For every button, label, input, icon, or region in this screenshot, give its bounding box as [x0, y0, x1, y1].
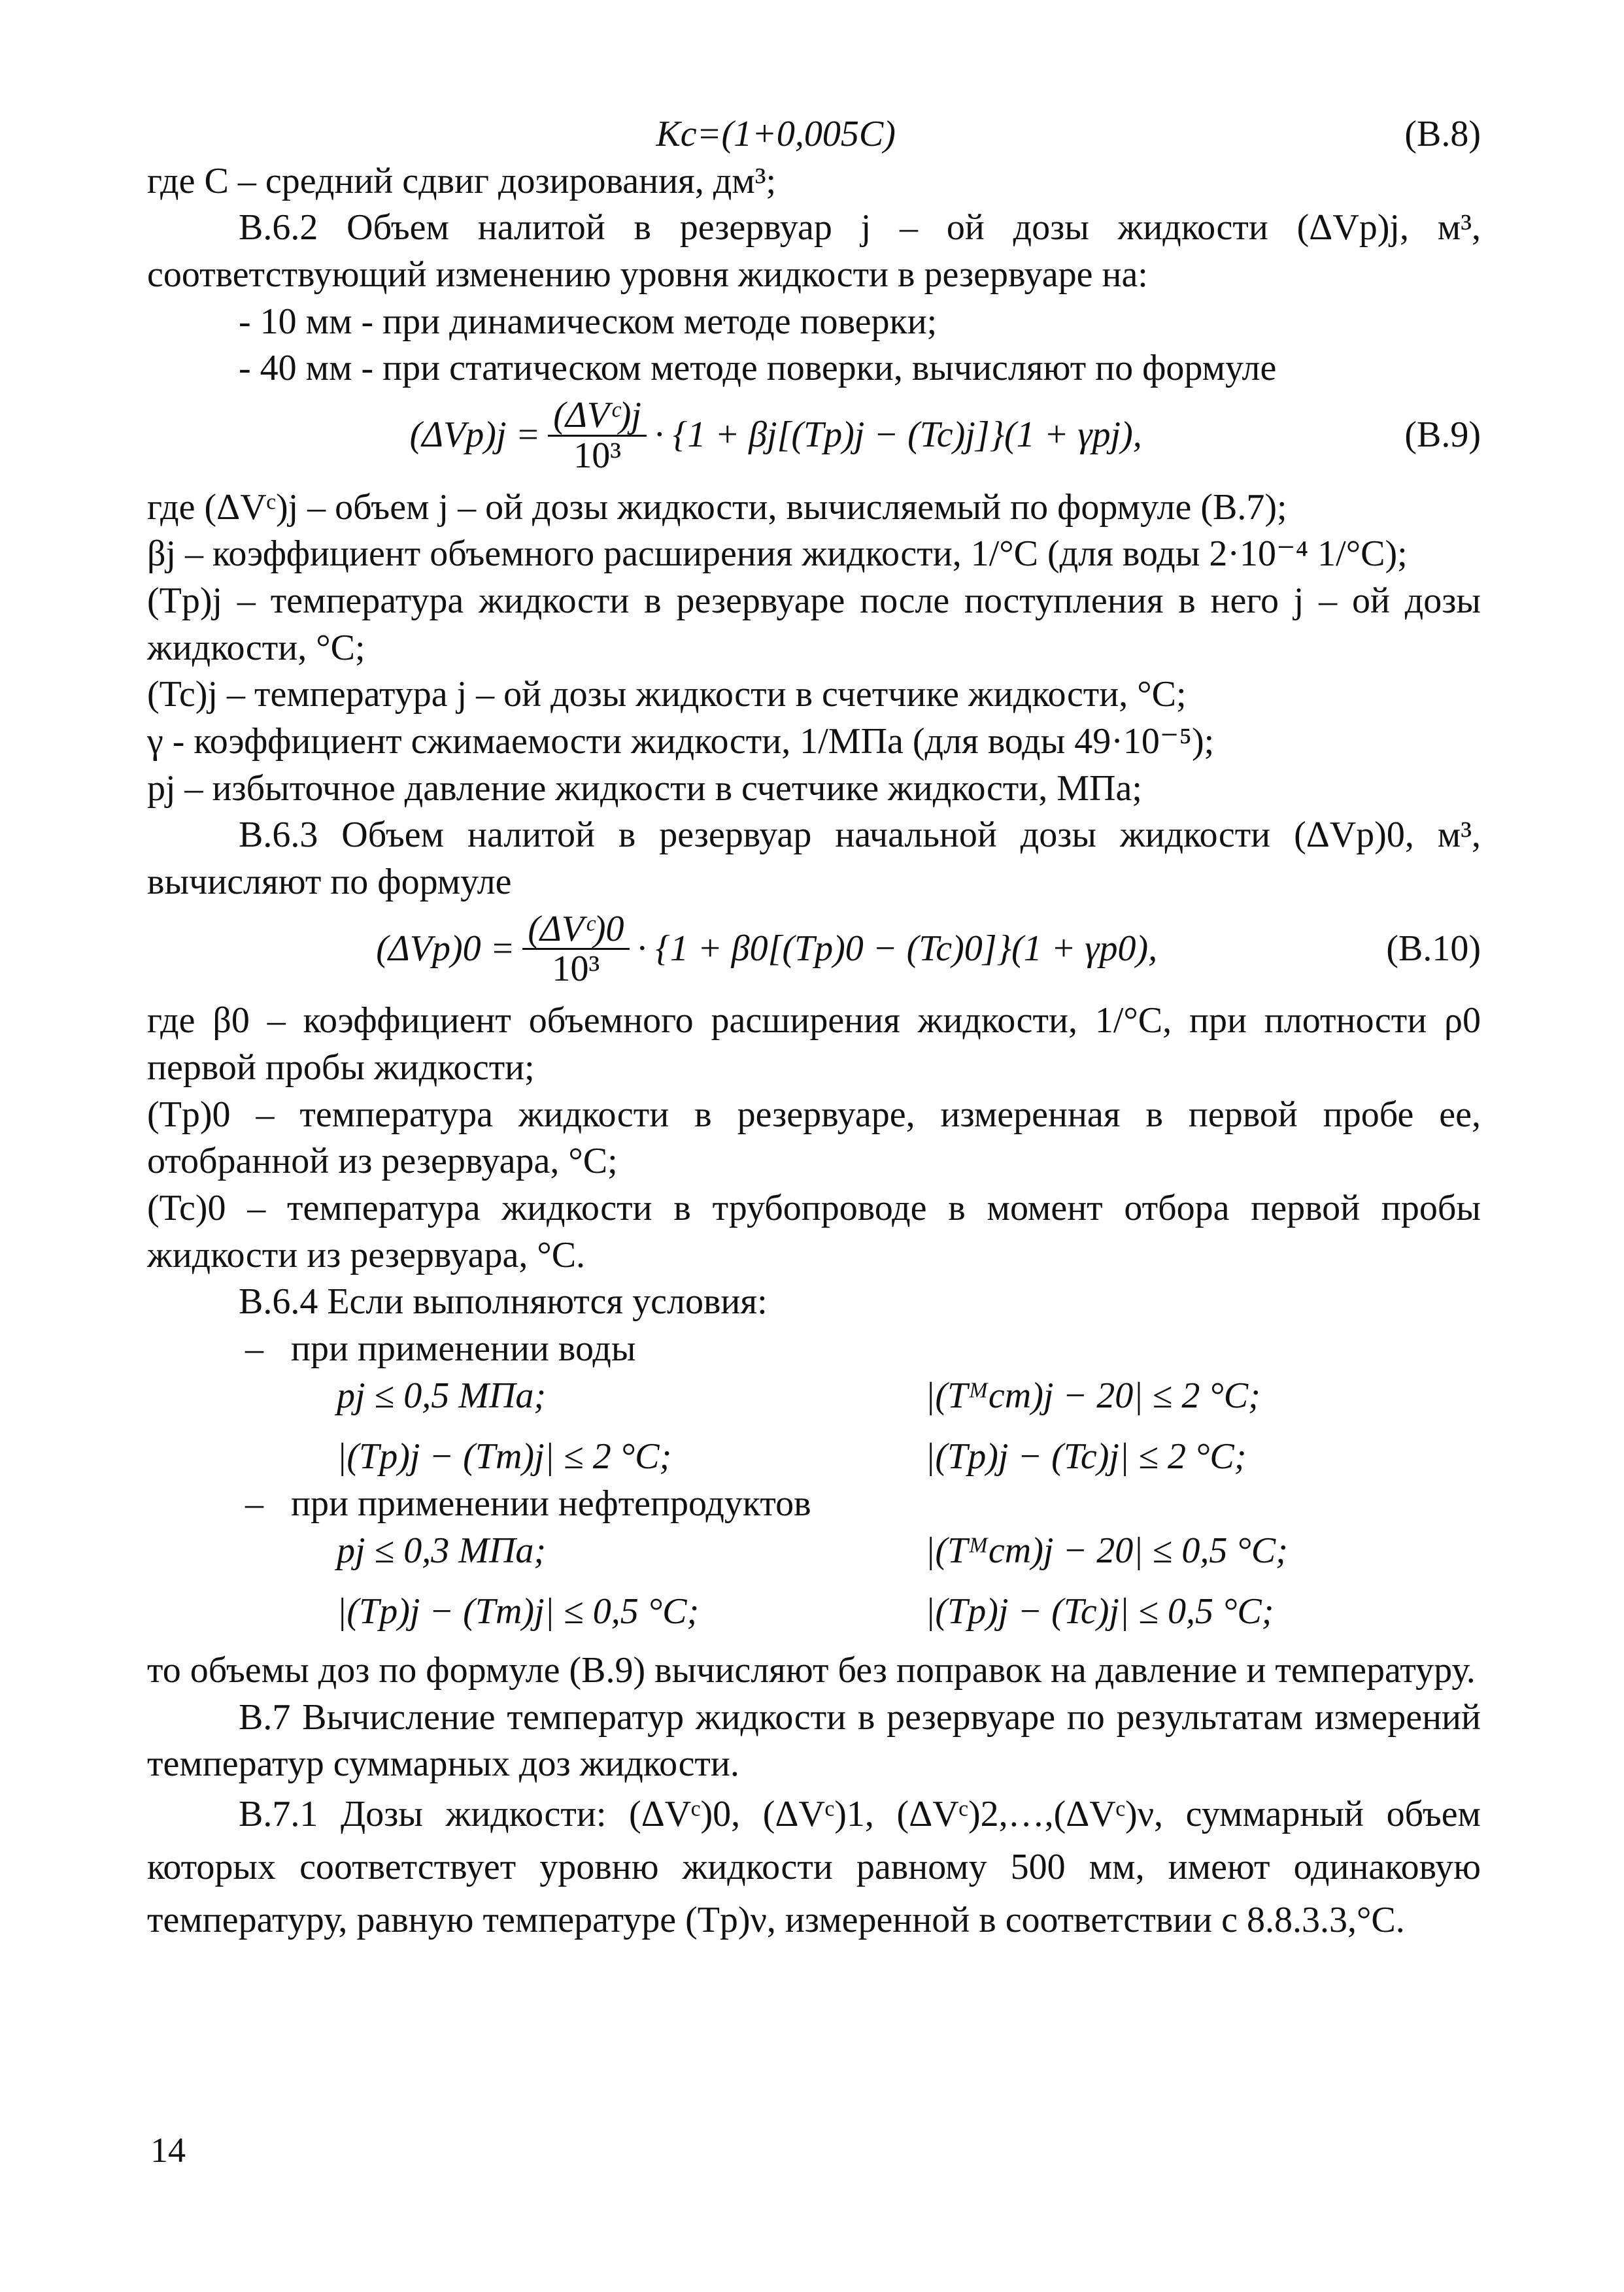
equation-b8-formula: Kc=(1+0,005C) — [656, 114, 896, 154]
equation-b9-numerator: (ΔVᶜ)j — [548, 396, 647, 437]
equation-b9-fraction — [548, 396, 647, 475]
page-number: 14 — [150, 2131, 186, 2170]
oil-condition-tank-temp: |(Tp)j − (Tm)j| ≤ 0,5 °С; — [337, 1591, 700, 1632]
equation-b10-rhs: · {1 + β0[(Tp)0 − (Tc)0]}(1 + γp0), — [637, 928, 1158, 969]
water-condition-pressure: pj ≤ 0,5 МПа; — [337, 1375, 547, 1416]
definition-b9-5: γ - коэффициент сжимаемости жидкости, 1/МПа (для воды 49·10⁻⁵); — [147, 720, 1215, 762]
equation-b9-lhs: (ΔVp)j = — [409, 414, 541, 456]
definition-b9-4: (Tc)j – температура j – ой дозы жидкости в счетчике жидкости, °С; — [147, 674, 1187, 715]
section-b64-conclusion: то объемы доз по формуле (В.9) вычисляют без поправок на давление и температуру. — [147, 1650, 1476, 1691]
water-conditions — [337, 1373, 1481, 1481]
equation-b10-lhs: (ΔVp)0 = — [376, 928, 515, 969]
equation-b9-rhs: · {1 + βj[(Tp)j − (Tc)j]}(1 + γpj), — [654, 414, 1142, 456]
section-b71-text: В.7.1 Дозы жидкости: (ΔVᶜ)0, (ΔVᶜ)1, (ΔVᶜ)2,…,(ΔVᶜ)ν, суммарный объем которых соответствует уровню жидкости равному 500 мм, имеют одинаковую температуру, равную температуре (Tp)ν, измеренной в соответствии с 8.8.3.3,°С. — [147, 1794, 1481, 1941]
definition-b10-3: (Tc)0 – температура жидкости в трубопроводе в момент отбора первой пробы жидкости из резервуара, °С. — [147, 1187, 1481, 1275]
definition-b9-3: (Tp)j – температура жидкости в резервуаре после поступления в него j – ой дозы жидкости, °С; — [147, 580, 1481, 668]
oil-conditions — [337, 1528, 1481, 1636]
water-conditions-label: – при применении воды — [245, 1328, 636, 1369]
equation-b10-formula — [147, 910, 1386, 989]
page-content — [147, 111, 1481, 1947]
equation-b10-number: (В.10) — [1386, 928, 1481, 969]
section-b63-intro: В.6.3 Объем налитой в резервуар начальной дозы жидкости (ΔVp)0, м³, вычисляют по формуле — [147, 815, 1481, 902]
section-b64-intro: В.6.4 Если выполняются условия: — [239, 1281, 768, 1323]
equation-b10-denominator: 10³ — [552, 949, 600, 990]
water-condition-tank-temp: |(Tp)j − (Tm)j| ≤ 2 °С; — [337, 1436, 672, 1477]
equation-b10-numerator: (ΔVᶜ)0 — [522, 910, 629, 951]
equation-b9-denominator: 10³ — [573, 435, 622, 476]
equation-b9-number: (В.9) — [1404, 414, 1481, 456]
oil-conditions-label: – при применении нефтепродуктов — [245, 1483, 811, 1524]
oil-label-text: при применении нефтепродуктов — [291, 1483, 811, 1524]
oil-condition-pressure: pj ≤ 0,3 МПа; — [337, 1530, 547, 1571]
equation-b8-number: (В.8) — [1404, 114, 1481, 154]
section-b62-item-2: - 40 мм - при статическом методе поверки, вычисляют по формуле — [239, 348, 1277, 389]
equation-b10-fraction — [522, 910, 629, 989]
definition-b9-1: где (ΔVᶜ)j – объем j – ой дозы жидкости, вычисляемый по формуле (В.7); — [147, 486, 1287, 528]
water-condition-counter-temp: |(Tp)j − (Tc)j| ≤ 2 °С; — [925, 1436, 1247, 1477]
equation-b10 — [147, 910, 1481, 989]
section-b7-title: В.7 Вычисление температур жидкости в резервуаре по результатам измерений температур суммарных доз жидкости. — [147, 1696, 1481, 1785]
equation-b9-formula — [147, 396, 1404, 475]
section-b62-intro: В.6.2 Объем налитой в резервуар j – ой дозы жидкости (ΔVp)j, м³, соответствующий изменению уровня жидкости в резервуаре на: — [147, 207, 1481, 295]
definition-b9-6: pj – избыточное давление жидкости в счетчике жидкости, МПа; — [147, 767, 1142, 809]
water-condition-meter-temp: |(Tᴹcm)j − 20| ≤ 2 °С; — [925, 1375, 1260, 1416]
water-label-text: при применении воды — [291, 1328, 636, 1369]
section-b62-item-1: - 10 мм - при динамическом методе поверки; — [239, 301, 938, 342]
equation-b9 — [147, 396, 1481, 475]
equation-b8 — [147, 111, 1481, 158]
oil-condition-meter-temp: |(Tᴹcm)j − 20| ≤ 0,5 °С; — [925, 1530, 1288, 1571]
definition-b9-2: βj – коэффициент объемного расширения жидкости, 1/°С (для воды 2·10⁻⁴ 1/°С); — [147, 533, 1408, 575]
definition-c: где С – средний сдвиг дозирования, дм³; — [147, 160, 777, 201]
definition-b10-1: где β0 – коэффициент объемного расширения жидкости, 1/°С, при плотности ρ0 первой пробы жидкости; — [147, 1000, 1481, 1088]
definition-b10-2: (Tp)0 – температура жидкости в резервуаре, измеренная в первой пробе ее, отобранной из резервуара, °С; — [147, 1094, 1481, 1182]
oil-condition-counter-temp: |(Tp)j − (Tc)j| ≤ 0,5 °С; — [925, 1591, 1274, 1632]
